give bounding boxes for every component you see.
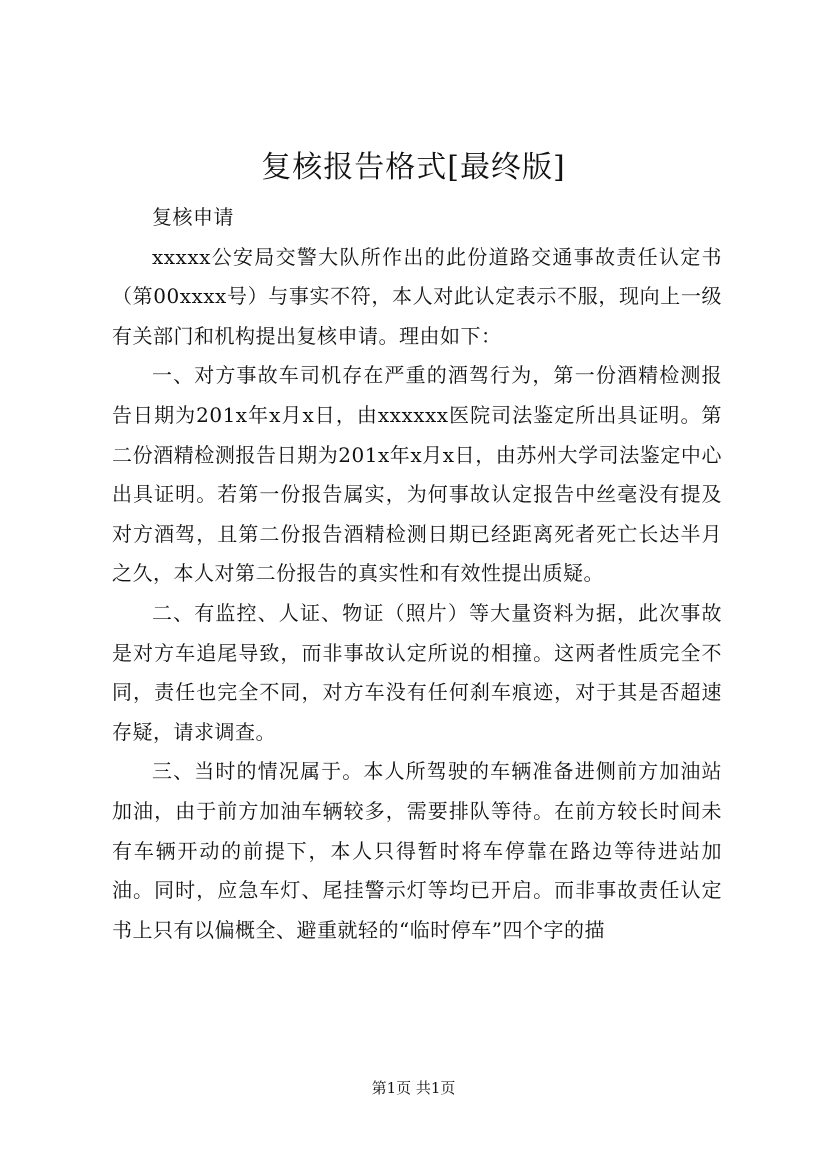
page-footer: 第1页 共1页 [371,1079,456,1097]
reason-one-paragraph: 一、对方事故车司机存在严重的酒驾行为，第一份酒精检测报告日期为201x年x月x日，由xxxxxx医院司法鉴定所出具证明。第二份酒精检测报告日期为201x年x月x日，由苏州大学司法鉴定中心出具证明。若第一份报告属实，为何事故认定报告中丝毫没有提及对方酒驾，且第二份报告酒精检测日期已经距离死者死亡长达半月之久，本人对第二份报告的真实性和有效性提出质疑。 [112,363,722,586]
document-title: 复核报告格式[最终版] [261,150,566,185]
intro-paragraph: xxxxx公安局交警大队所作出的此份道路交通事故责任认定书（第00xxxx号）与事实不符，本人对此认定表示不服，现向上一级有关部门和机构提出复核申请。理由如下： [112,244,722,348]
reason-three-paragraph: 三、当时的情况属于。本人所驾驶的车辆准备进侧前方加油站加油，由于前方加油车辆较多，需要排队等待。在前方较长时间未有车辆开动的前提下，本人只得暂时将车停靠在路边等待进站加油。同时，应急车灯、尾挂警示灯等均已开启。而非事故责任认定书上只有以偏概全、避重就轻的“临时停车”四个字的描 [112,759,722,942]
reason-two-paragraph: 二、有监控、人证、物证（照片）等大量资料为据，此次事故是对方车追尾导致，而非事故认定所说的相撞。这两者性质完全不同，责任也完全不同，对方车没有任何刹车痕迹，对于其是否超速存疑，请求调查。 [112,600,722,744]
document-body [112,198,722,950]
heading-paragraph: 复核申请 [152,205,234,229]
